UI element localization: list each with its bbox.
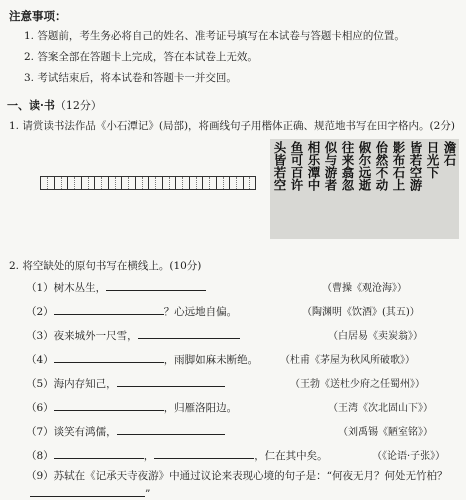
fill-item-9: （9）苏轼在《记承天寺夜游》中通过议论来表现心境的句子是：“何夜无月？何处无竹柏？ [26, 470, 448, 482]
grid-cell[interactable] [40, 176, 54, 190]
fill-item-7-source: （刘禹锡《陋室铭》） [338, 427, 433, 438]
grid-cell[interactable] [175, 176, 189, 190]
notice-item-2: 2. 答案全部在答题卡上完成，答在本试卷上无效。 [24, 51, 258, 63]
answer-blank[interactable] [54, 351, 164, 363]
fill-item-4: （4） ，雨脚如麻未断绝。 [26, 351, 258, 367]
grid-cell[interactable] [54, 176, 68, 190]
calligraphy-column: 佁然不动 [374, 141, 389, 191]
notice-title: 注意事项： [9, 9, 67, 23]
calligraphy-column: 似与游者 [323, 141, 338, 191]
fill-item-3-source: （白居易《卖炭翁》） [328, 331, 423, 342]
fill-item-6: （6） ，归雁洛阳边。 [26, 399, 237, 415]
fill-item-9-line2: ” [30, 485, 150, 500]
calligraphy-column: 影布石上 [391, 141, 406, 191]
grid-cell[interactable] [108, 176, 122, 190]
grid-cell[interactable] [243, 176, 257, 190]
calligraphy-column: 日光下 [425, 141, 440, 179]
notice-item-3: 3. 考试结束后，将本试卷和答题卡一并交回。 [24, 72, 237, 84]
fill-item-8: （8） ， ，仁在其中矣。 [26, 447, 328, 463]
answer-blank[interactable] [54, 399, 164, 411]
fill-item-5: （5）海内存知己， [26, 375, 225, 391]
question-1-text: 1. 请赏读书法作品《小石潭记》(局部)，将画线句子用楷体正确、规范地书写在田字格内。(2分) [9, 120, 455, 132]
grid-cell[interactable] [202, 176, 216, 190]
fill-item-7: （7）谈笑有鸿儒， [26, 423, 225, 439]
answer-blank[interactable] [154, 447, 254, 459]
calligraphy-column: 鱼可百许 [289, 141, 304, 191]
answer-blank[interactable] [106, 279, 206, 291]
notice-item-1: 1. 答题前，考生务必将自己的姓名、准考证号填写在本试卷与答题卡相应的位置。 [24, 30, 405, 42]
fill-item-2-source: （陶渊明《饮酒》(其五)） [302, 307, 420, 318]
calligraphy-column: 皆若空游 [408, 141, 423, 191]
calligraphy-column: 澹石 [442, 141, 457, 166]
answer-blank[interactable] [138, 327, 240, 339]
calligraphy-column: 俶尔远逝 [357, 141, 372, 191]
grid-cell[interactable] [189, 176, 203, 190]
fill-item-4-source: （杜甫《茅屋为秋风所破歌》） [280, 355, 415, 366]
answer-blank[interactable] [54, 303, 164, 315]
answer-blank[interactable] [117, 375, 225, 387]
fill-item-5-source: （王勃《送杜少府之任蜀州》） [290, 379, 425, 390]
question-2-text: 2. 将空缺处的原句书写在横线上。(10分) [9, 260, 202, 272]
calligraphy-column: 往来翕忽 [340, 141, 355, 191]
fill-item-2: （2） ？心远地自偏。 [26, 303, 237, 319]
fill-item-6-source: （王湾《次北固山下》） [328, 403, 433, 414]
grid-cell[interactable] [81, 176, 95, 190]
fill-item-1: （1）树木丛生， [26, 279, 206, 295]
answer-blank[interactable] [54, 447, 144, 459]
calligraphy-image [270, 139, 459, 239]
grid-cell[interactable] [229, 176, 243, 190]
answer-blank[interactable] [30, 485, 145, 497]
answer-blank[interactable] [117, 423, 225, 435]
fill-item-1-source: （曹操《观沧海》） [322, 283, 407, 294]
section-title: 一、读·书（12分） [7, 99, 102, 112]
grid-cell[interactable] [121, 176, 135, 190]
writing-grid[interactable] [40, 176, 256, 190]
fill-item-3: （3）夜来城外一尺雪， [26, 327, 240, 343]
grid-cell[interactable] [148, 176, 162, 190]
grid-cell[interactable] [94, 176, 108, 190]
fill-item-8-source: （《论语·子张》） [372, 451, 446, 462]
calligraphy-column: 相乐潭中 [306, 141, 321, 191]
grid-cell[interactable] [135, 176, 149, 190]
grid-cell[interactable] [162, 176, 176, 190]
calligraphy-column: 头皆若空 [272, 141, 287, 191]
grid-cell[interactable] [216, 176, 230, 190]
grid-cell[interactable] [67, 176, 81, 190]
